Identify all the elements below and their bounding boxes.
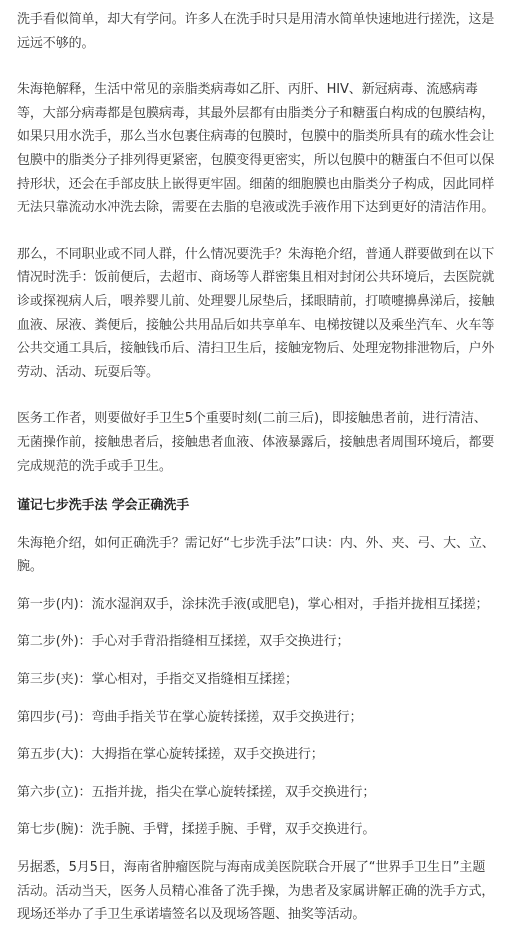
step-5: 第五步(大)：大拇指在掌心旋转揉搓，双手交换进行； bbox=[17, 747, 324, 763]
step-7: 第七步(腕)：洗手腕、手臂，揉搓手腕、手臂，双手交换进行。 bbox=[17, 822, 376, 838]
step-4: 第四步(弓)：弯曲手指关节在掌心旋转揉搓，双手交换进行； bbox=[17, 709, 363, 725]
section-heading: 谨记七步洗手法 学会正确洗手 bbox=[17, 498, 190, 514]
medical-workers-paragraph: 医务工作者，则要做好手卫生5个重要时刻(二前三后)，即接触患者前，进行清洁、无菌操作前，接触患者后，接触患者血液、体液暴露后，接触患者周围环境后，都要完成规范的洗手或手卫生。 bbox=[17, 411, 495, 474]
step-6: 第六步(立)：五指并拢，指尖在掌心旋转揉搓，双手交换进行； bbox=[17, 784, 376, 800]
when-to-wash-paragraph: 那么，不同职业或不同人群，什么情况要洗手？朱海艳介绍，普通人群要做到在以下情况时洗手：饭前便后，去超市、商场等人群密集且相对封闭公共环境后，去医院就诊或探视病人后，喂养婴儿前、处理婴儿尿垫后，揉眼睛前，打喷嚏擤鼻涕后，接触血液、尿液、粪便后，接触公共用品后如共享单车、电梯按键以及乘坐汽车、火车等公共交通工具后，接触钱币后、清扫卫生后，接触宠物后、处理宠物排泄物后，户外劳动、活动、玩耍后等。 bbox=[17, 246, 495, 380]
closing-paragraph: 另据悉，5月5日，海南省肿瘤医院与海南成美医院联合开展了“世界手卫生日”主题活动。活动当天，医务人员精心准备了洗手操，为患者及家属讲解正确的洗手方式，现场还举办了手卫生承诺墙签名以及现场答题、抽奖等活动。 bbox=[17, 860, 495, 923]
step-2: 第二步(外)：手心对手背沿指缝相互揉搓，双手交换进行； bbox=[17, 634, 350, 650]
virus-explanation-paragraph: 朱海艳解释，生活中常见的亲脂类病毒如乙肝、丙肝、HIV、新冠病毒、流感病毒等，大部分病毒都是包膜病毒，其最外层都有由脂类分子和糖蛋白构成的包膜结构，如果只用水洗手，那么当水包裹住病毒的包膜时，包膜中的脂类所具有的疏水性会让包膜中的脂类分子排列得更紧密，包膜变得更密实，所以包膜中的糖蛋白不但可以保持形状，还会在手部皮肤上嵌得更牢固。细菌的细胞膜也由脂类分子构成，因此同样无法只靠流动水冲洗去除，需要在去脂的皂液或洗手液作用下达到更好的清洁作用。 bbox=[17, 82, 495, 216]
seven-step-intro: 朱海艳介绍，如何正确洗手？需记好“七步洗手法”口诀：内、外、夹、弓、大、立、腕。 bbox=[17, 535, 495, 575]
step-3: 第三步(夹)：掌心相对，手指交叉指缝相互揉搓； bbox=[17, 672, 298, 688]
intro-paragraph: 洗手看似简单，却大有学问。许多人在洗手时只是用清水简单快速地进行搓洗，这是远远不够的。 bbox=[17, 12, 495, 51]
step-1: 第一步(内)：流水湿润双手，涂抹洗手液(或肥皂)，掌心相对，手指并拢相互揉搓； bbox=[17, 596, 489, 612]
